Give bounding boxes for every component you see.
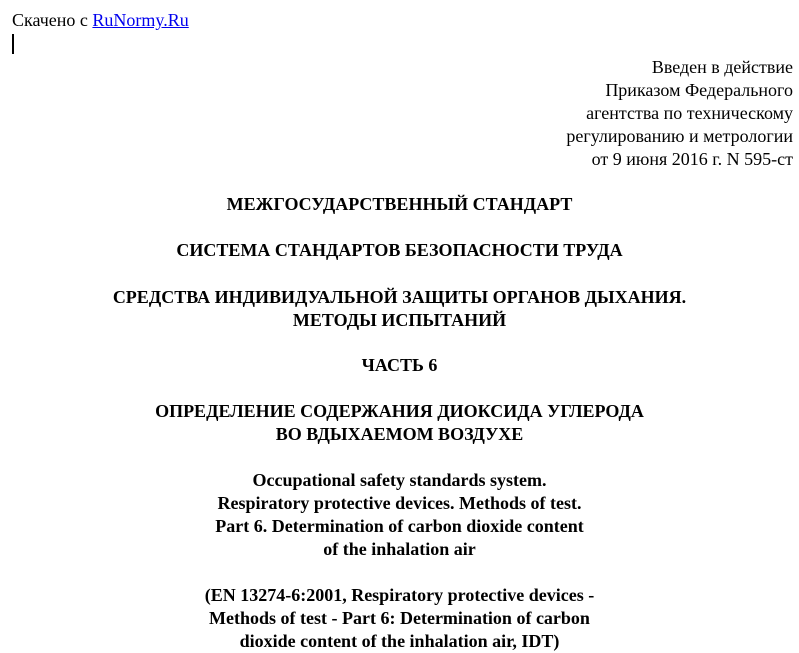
part-title-line: ОПРЕДЕЛЕНИЕ СОДЕРЖАНИЯ ДИОКСИДА УГЛЕРОДА [155, 401, 644, 421]
english-title-block [0, 469, 799, 561]
part-text: ЧАСТЬ 6 [361, 355, 438, 375]
subject-heading [0, 286, 799, 332]
standard-type-text: МЕЖГОСУДАРСТВЕННЫЙ СТАНДАРТ [226, 194, 573, 214]
decree-block [566, 56, 793, 171]
text-cursor [12, 34, 14, 54]
system-heading [0, 239, 799, 262]
decree-line: от 9 июня 2016 г. N 595-ст [591, 149, 793, 169]
english-title-line: of the inhalation air [323, 539, 476, 559]
subject-line: СРЕДСТВА ИНДИВИДУАЛЬНОЙ ЗАЩИТЫ ОРГАНОВ ДЫХАНИЯ. [112, 287, 687, 307]
decree-line: Приказом Федерального [605, 80, 793, 100]
source-prefix: Скачено с [12, 10, 93, 30]
part-title-heading [0, 400, 799, 446]
reference-block [0, 584, 799, 653]
english-title-line: Respiratory protective devices. Methods of test. [217, 493, 582, 513]
reference-line: (EN 13274-6:2001, Respiratory protective devices - [204, 585, 595, 605]
decree-line: Введен в действие [651, 57, 793, 77]
reference-line: dioxide content of the inhalation air, IDT) [239, 631, 560, 651]
standard-type-heading [0, 193, 799, 216]
source-link[interactable]: RuNormy.Ru [92, 10, 189, 30]
decree-line: агентства по техническому [586, 103, 793, 123]
english-title-line: Occupational safety standards system. [252, 470, 547, 490]
source-line [12, 9, 189, 31]
reference-line: Methods of test - Part 6: Determination of carbon [209, 608, 590, 628]
subject-line: МЕТОДЫ ИСПЫТАНИЙ [292, 310, 507, 330]
system-text: СИСТЕМА СТАНДАРТОВ БЕЗОПАСНОСТИ ТРУДА [176, 240, 623, 260]
english-title-line: Part 6. Determination of carbon dioxide content [215, 516, 584, 536]
decree-line: регулированию и метрологии [566, 126, 793, 146]
part-title-line: ВО ВДЫХАЕМОМ ВОЗДУХЕ [275, 424, 524, 444]
part-heading [0, 354, 799, 377]
